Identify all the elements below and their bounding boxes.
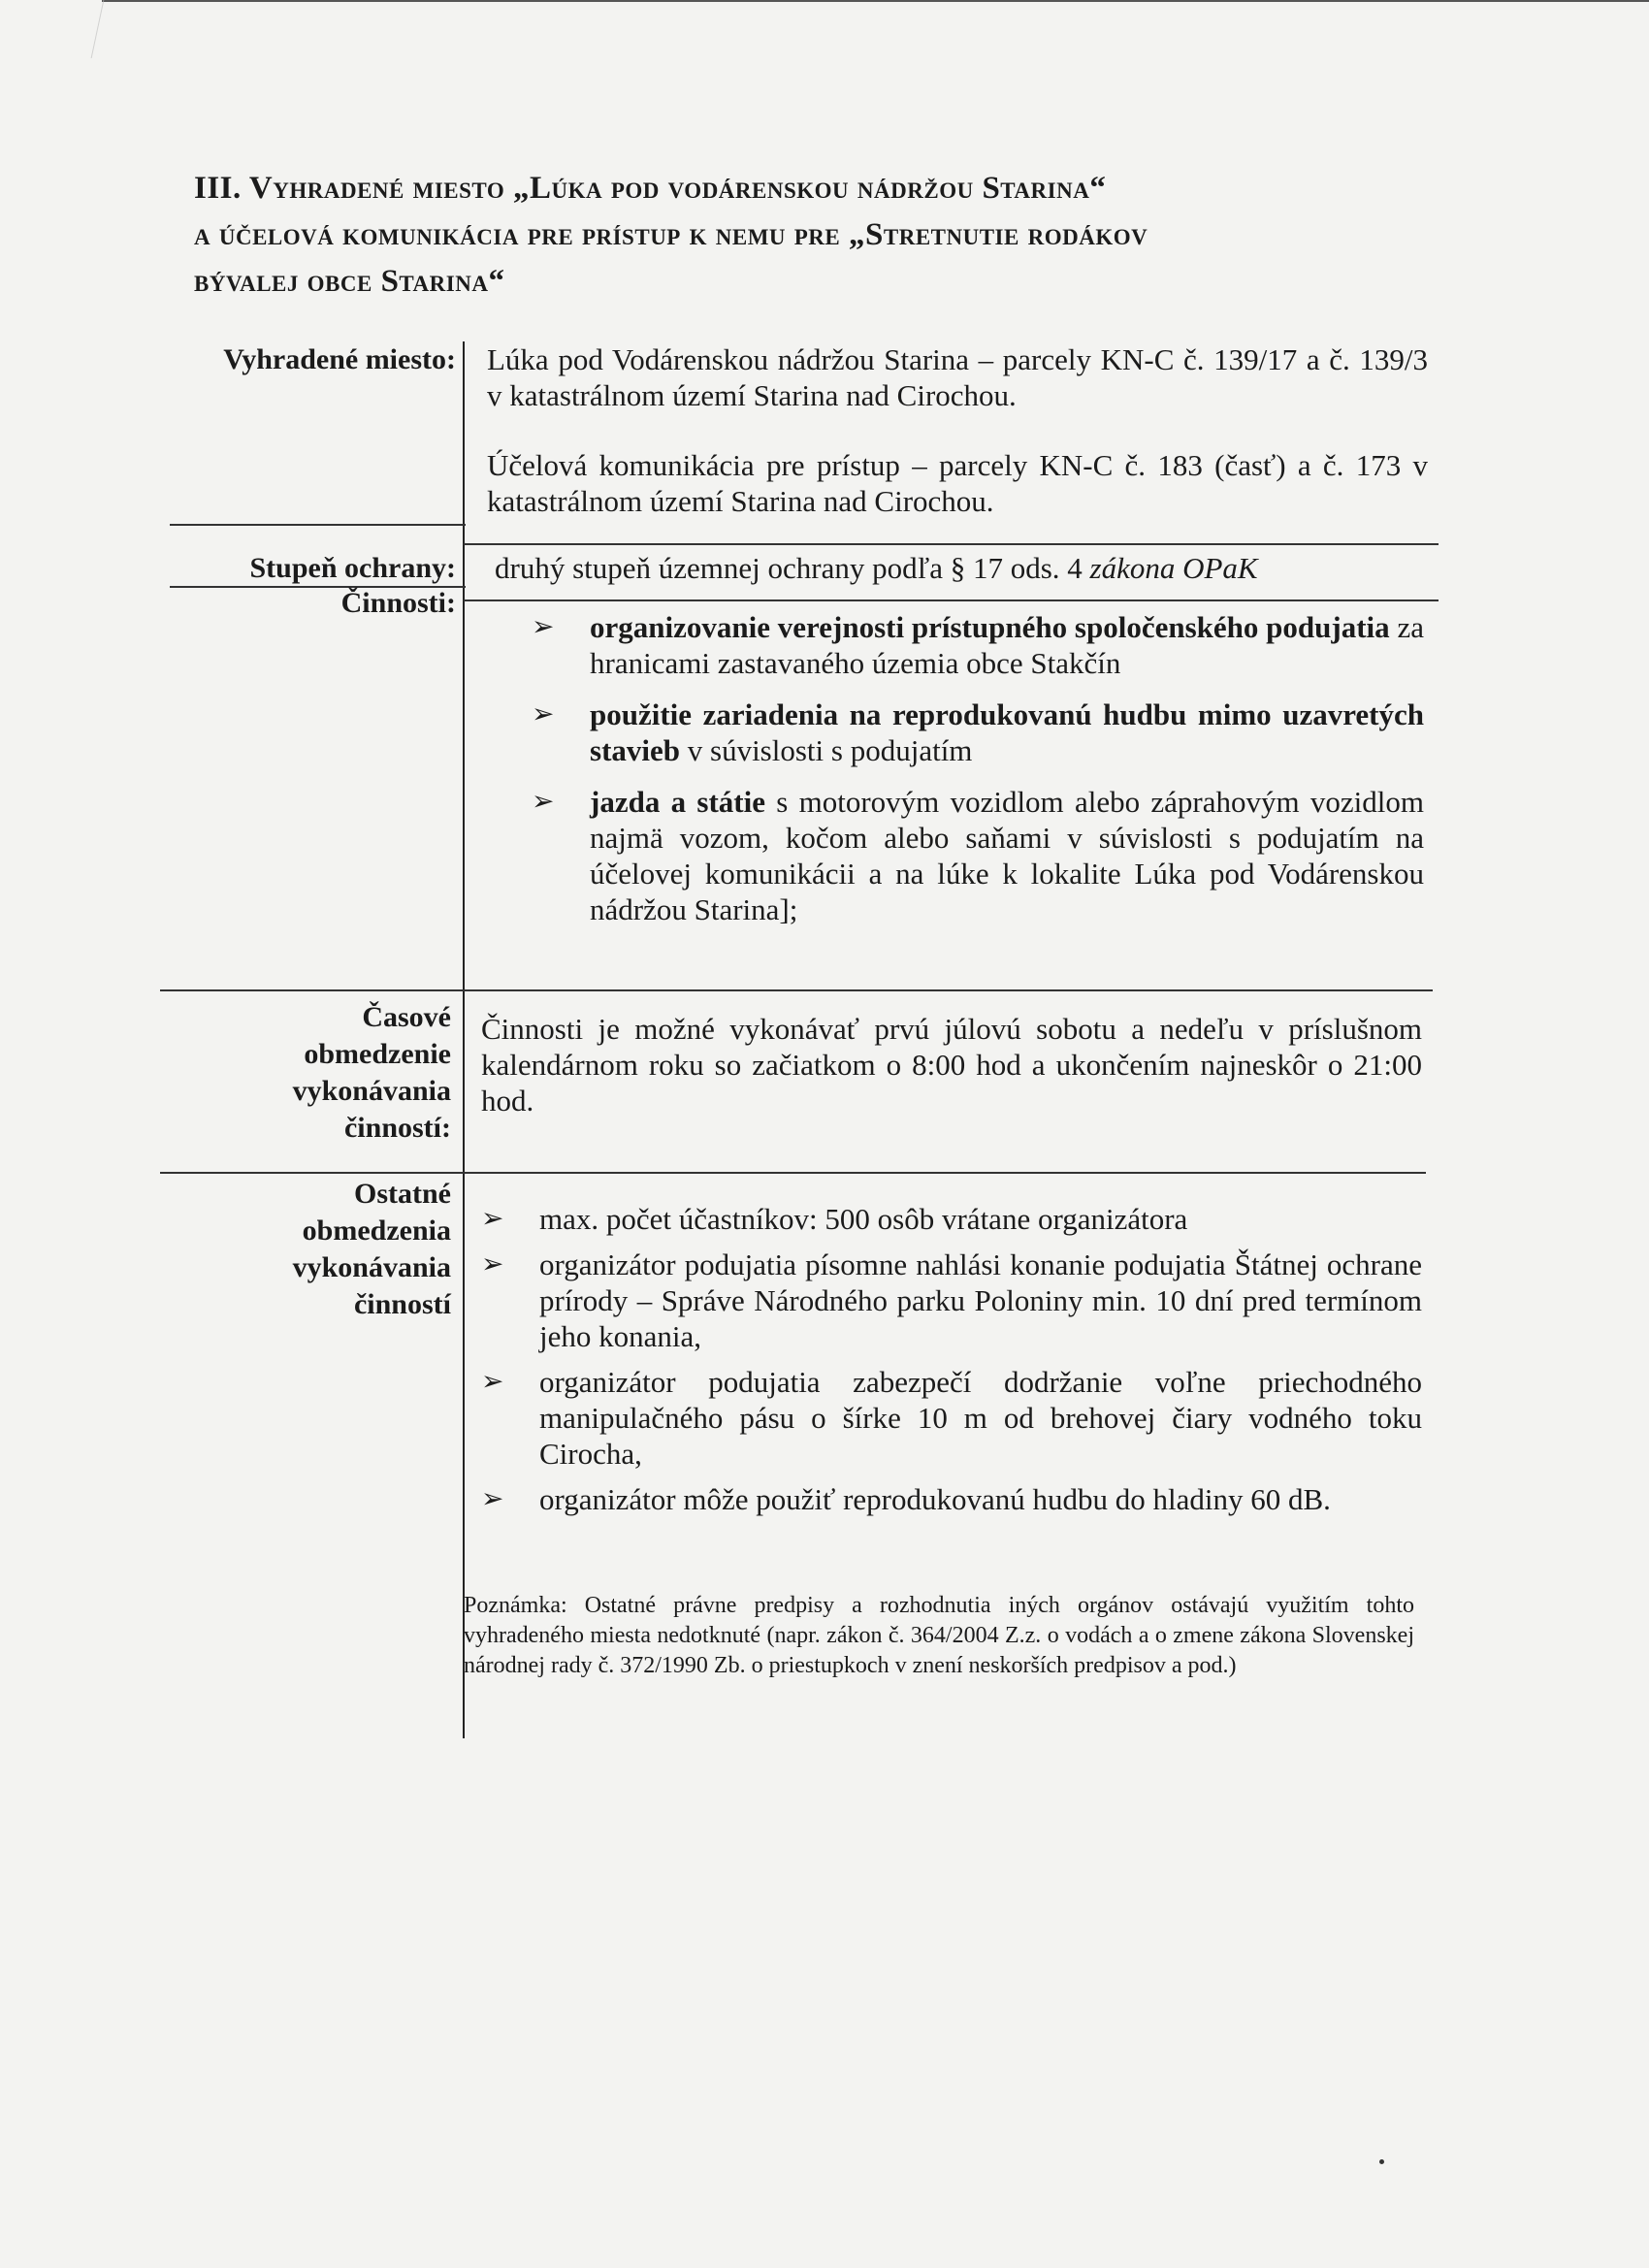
- content-vyhradene-miesto: [487, 341, 1428, 519]
- ostatne-label-line: obmedzenia: [302, 1215, 451, 1247]
- label-casove-obmedzenie: [160, 999, 451, 1147]
- ostatne-label-line: činností: [353, 1288, 451, 1320]
- miesto-parcely-luka: Lúka pod Vodárenskou nádržou Starina – parcely KN-C č. 139/17 a č. 139/3 v katastrálnom území Starina nad Cirochou.: [487, 342, 1428, 412]
- content-ostatne-obmedzenia: [481, 1201, 1422, 1527]
- obmedzenie-item-text: organizátor môže použiť reprodukovanú hudbu do hladiny 60 dB.: [539, 1482, 1331, 1516]
- casove-label-line: Časové: [362, 1001, 451, 1033]
- cinnost-item-bold: použitie zariadenia na reprodukovanú hudbu mimo uzavretých stavieb: [590, 697, 1424, 767]
- arrow-bullet-icon: ➢: [481, 1249, 504, 1280]
- cinnost-item-rest: v súvislosti s podujatím: [680, 733, 973, 767]
- arrow-bullet-icon: ➢: [532, 699, 555, 729]
- page-corner-fold: [52, 0, 105, 58]
- cinnost-item: [532, 784, 1424, 927]
- row-divider-miesto-left: [170, 524, 466, 526]
- miesto-parcely-komunikacia: Účelová komunikácia pre prístup – parcely KN-C č. 183 (časť) a č. 173 v katastrálnom území Starina nad Cirochou.: [487, 448, 1428, 518]
- table-column-divider: [463, 341, 465, 1738]
- arrow-bullet-icon: ➢: [481, 1204, 504, 1234]
- heading-line-1: III. Vyhradené miesto „Lúka pod vodárenskou nádržou Starina“: [194, 171, 1107, 206]
- label-vyhradene-miesto: Vyhradené miesto:: [223, 343, 456, 375]
- label-stupen-ochrany: Stupeň ochrany:: [249, 552, 456, 584]
- arrow-bullet-icon: ➢: [532, 612, 555, 642]
- cinnost-item-rest: s motorovým vozidlom alebo záprahovým vozidlom najmä vozom, kočom alebo saňami v súvislosti s podujatím na účelovej komunikácii a na lúke k lokalite Lúka pod Vodárenskou nádržou Starina];: [590, 785, 1424, 926]
- row-divider-miesto-right: [464, 543, 1439, 545]
- casove-label-line: činností:: [343, 1112, 451, 1144]
- row-divider-cinnosti: [160, 989, 1433, 991]
- heading-line-2: a účelová komunikácia pre prístup k nemu pre „Stretnutie rodákov: [194, 217, 1148, 252]
- obmedzenie-item-text: max. počet účastníkov: 500 osôb vrátane organizátora: [539, 1202, 1188, 1236]
- cinnosti-list: [532, 609, 1424, 927]
- label-cinnosti: Činnosti:: [340, 587, 456, 619]
- cinnost-item: [532, 697, 1424, 768]
- cinnost-item-rest: za hranicami zastavaného územia obce Stakčín: [590, 610, 1424, 680]
- poznamka-note: Poznámka: Ostatné právne predpisy a rozhodnutia iných orgánov ostávajú využitím tohto vyhradeného miesta nedotknuté (napr. zákon č. 364/2004 Z.z. o vodách a o zmene zákona Slovenskej národnej rady č. 372/1990 Zb. o priestupkoch v znení neskorších predpisov a pod.): [464, 1593, 1414, 1678]
- section-heading: [194, 165, 1455, 305]
- content-cinnosti: [532, 609, 1424, 943]
- label-ostatne-obmedzenia: [160, 1176, 451, 1323]
- heading-line-3: bývalej obce Starina“: [194, 264, 505, 299]
- casove-text: Činnosti je možné vykonávať prvú júlovú sobotu a nedeľu v príslušnom kalendárnom roku so začiatkom o 8:00 hod a ukončením najneskôr o 21:00 hod.: [481, 1012, 1422, 1118]
- page-top-edge: [102, 0, 1649, 2]
- obmedzenie-item: [481, 1364, 1422, 1472]
- arrow-bullet-icon: ➢: [532, 787, 555, 817]
- row-divider-stupen-right: [464, 599, 1439, 601]
- row-divider-casove: [160, 1172, 1426, 1174]
- arrow-bullet-icon: ➢: [481, 1367, 504, 1397]
- cinnost-item-bold: jazda a státie: [590, 785, 765, 819]
- casove-label-line: vykonávania: [292, 1075, 451, 1107]
- cinnost-item-bold: organizovanie verejnosti prístupného spoločenského podujatia: [590, 610, 1390, 644]
- arrow-bullet-icon: ➢: [481, 1484, 504, 1514]
- obmedzenie-item: [481, 1247, 1422, 1354]
- ostatne-label-line: Ostatné: [354, 1178, 451, 1210]
- ostatne-label-line: vykonávania: [292, 1251, 451, 1283]
- obmedzenie-item-text: organizátor podujatia písomne nahlási konanie podujatia Štátnej ochrane prírody – Správe Národného parku Poloniny min. 10 dní pred termínom jeho konania,: [539, 1247, 1422, 1353]
- cinnost-item: [532, 609, 1424, 681]
- scan-speck: [1379, 2159, 1384, 2164]
- stupen-zakon: zákona OPaK: [1089, 551, 1258, 585]
- content-stupen-ochrany: [495, 550, 1426, 586]
- obmedzenie-item-text: organizátor podujatia zabezpečí dodržanie voľne priechodného manipulačného pásu o šírke 10 m od brehovej čiary vodného toku Cirocha,: [539, 1365, 1422, 1471]
- ostatne-list: [481, 1201, 1422, 1517]
- stupen-text: druhý stupeň územnej ochrany podľa § 17 ods. 4: [495, 551, 1083, 585]
- obmedzenie-item: [481, 1481, 1422, 1517]
- obmedzenie-item: [481, 1201, 1422, 1237]
- casove-label-line: obmedzenie: [304, 1038, 451, 1070]
- content-casove-obmedzenie: [481, 1011, 1422, 1118]
